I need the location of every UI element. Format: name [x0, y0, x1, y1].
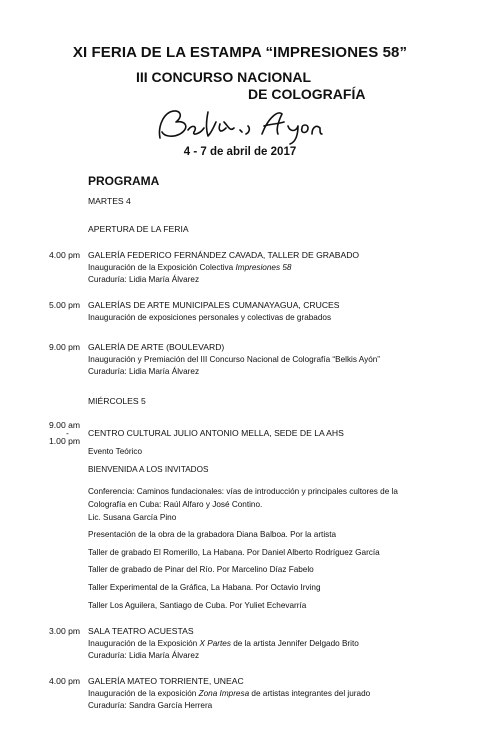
- event-dates: 4 - 7 de abril de 2017: [183, 146, 297, 158]
- welcome-label: BIENVENIDA A LOS INVITADOS: [88, 465, 209, 474]
- day-label: MARTES 4: [88, 196, 131, 206]
- event-venue: GALERÍA DE ARTE (BOULEVARD): [88, 342, 225, 352]
- event-curator: Curaduría: Lidia María Álvarez: [88, 367, 200, 376]
- event-venue: GALERÍAS DE ARTE MUNICIPALES CUMANAYAGUA, CRUCES: [88, 300, 340, 310]
- contest-title: III CONCURSO NACIONAL: [136, 69, 311, 85]
- event-curator: Curaduría: Lidia María Álvarez: [88, 275, 200, 284]
- event-time: 4.00 pm: [49, 676, 81, 686]
- fair-title: XI FERIA DE LA ESTAMPA “IMPRESIONES 58”: [72, 44, 408, 61]
- event-time-start: 9.00 am: [49, 420, 81, 430]
- conference-title: Conferencia: Caminos fundacionales: vías de introducción y principales cultores de la: [88, 487, 398, 496]
- event-venue: SALA TEATRO ACUESTAS: [88, 626, 194, 636]
- event-time: 5.00 pm: [49, 300, 81, 310]
- program-heading: PROGRAMA: [88, 174, 160, 188]
- talk-item: Taller de grabado de Pinar del Río. Por Marcelino Díaz Fabelo: [88, 565, 314, 574]
- event-description: Inauguración y Premiación del III Concurso Nacional de Colografía “Belkis Ayón”: [88, 355, 381, 364]
- talk-item: Taller Los Aguilera, Santiago de Cuba. Por Yuliet Echevarría: [88, 601, 307, 610]
- day-label: MIÉRCOLES 5: [88, 396, 146, 406]
- event-time: 3.00 pm: [49, 626, 81, 636]
- event-time: 9.00 pm: [49, 342, 81, 352]
- event-description: Inauguración de la Exposición X Partes de la artista Jennifer Delgado Brito: [88, 639, 359, 648]
- event-curator: Curaduría: Sandra García Herrera: [88, 701, 213, 710]
- event-time-dash: -: [66, 428, 69, 438]
- conference-title-cont: Colografía en Cuba: Raúl Alfaro y José Contino.: [88, 500, 263, 509]
- event-curator: Curaduría: Lidia María Álvarez: [88, 651, 200, 660]
- conference-speaker: Lic. Susana García Pino: [88, 513, 177, 522]
- contest-subtitle: DE COLOGRAFÍA: [248, 86, 366, 102]
- event-type: Evento Teórico: [88, 447, 143, 456]
- talk-item: Taller Experimental de la Gráfica, La Habana. Por Octavio Irving: [88, 583, 321, 592]
- event-venue: GALERÍA FEDERICO FERNÁNDEZ CAVADA, TALLER DE GRABADO: [88, 250, 360, 260]
- event-description: Inauguración de la exposición Zona Impresa de artistas integrantes del jurado: [88, 689, 371, 698]
- talk-item: Taller de grabado El Romerillo, La Habana. Por Daniel Alberto Rodríguez García: [88, 548, 380, 557]
- belkis-ayon-signature: [150, 104, 330, 146]
- event-venue: CENTRO CULTURAL JULIO ANTONIO MELLA, SEDE DE LA AHS: [88, 428, 344, 438]
- opening-label: APERTURA DE LA FERIA: [88, 224, 189, 234]
- event-time: 4.00 pm: [49, 250, 81, 260]
- event-description: Inauguración de exposiciones personales y colectivas de grabados: [88, 313, 332, 322]
- event-venue: GALERÍA MATEO TORRIENTE, UNEAC: [88, 676, 244, 686]
- event-description: Inauguración de la Exposición Colectiva Impresiones 58: [88, 263, 292, 272]
- talk-item: Presentación de la obra de la grabadora Diana Balboa. Por la artista: [88, 530, 337, 539]
- event-time-end: 1.00 pm: [49, 436, 81, 446]
